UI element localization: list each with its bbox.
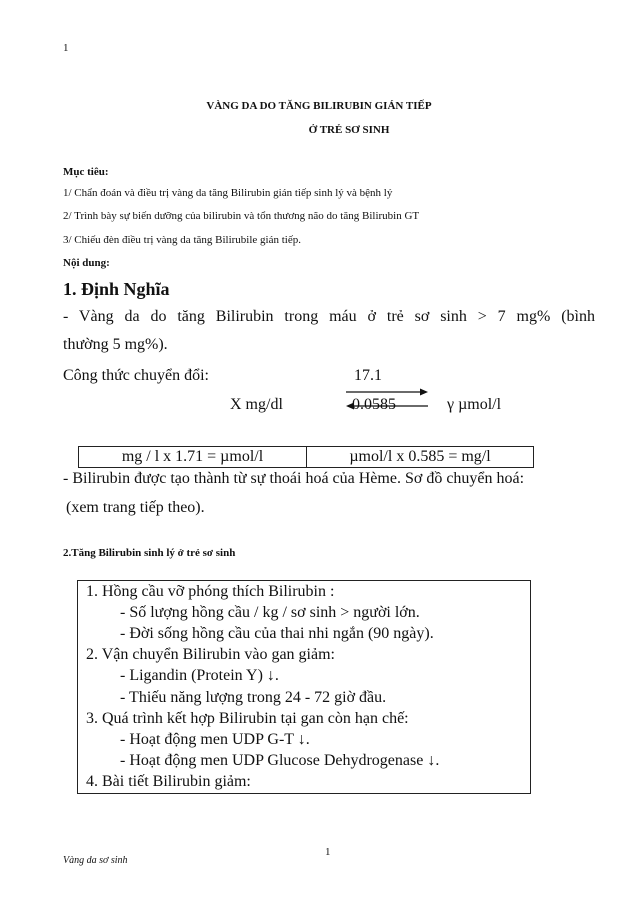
box-line: 4. Bài tiết Bilirubin giảm: [86, 773, 251, 790]
heme-line1: - Bilirubin được tạo thành từ sự thoái hoá của Hème. Sơ đồ chuyển hoá: [63, 470, 525, 487]
conversion-cell: mg / l x 1.71 = µmol/l [79, 447, 307, 467]
conversion-cell: µmol/l x 0.585 = mg/l [349, 448, 491, 465]
physiological-causes-box [77, 580, 531, 794]
box-line: - Ligandin (Protein Y) ↓. [120, 667, 279, 684]
box-line: 1. Hồng cầu vỡ phóng thích Bilirubin : [86, 583, 335, 600]
objective-item: 2/ Trình bày sự biến dưỡng của bilirubin và tổn thương não do tăng Bilirubin GT [63, 210, 420, 222]
box-line: - Thiếu năng lượng trong 24 - 72 giờ đầu. [120, 689, 387, 706]
objective-item: 1/ Chẩn đoán và điều trị vàng da tăng Bilirubin gián tiếp sinh lý và bệnh lý [63, 187, 393, 199]
document-title-line2: Ở TRẺ SƠ SINH [308, 124, 390, 136]
page-number-bottom: 1 [325, 846, 331, 858]
formula-label: Công thức chuyển đổi: [63, 367, 209, 384]
box-line: 2. Vận chuyển Bilirubin vào gan giảm: [86, 646, 335, 663]
content-heading: Nội dung: [63, 257, 110, 269]
right-unit: γ µmol/l [447, 396, 502, 413]
document-title-line1: VÀNG DA DO TĂNG BILIRUBIN GIÁN TIẾP [206, 100, 432, 112]
heme-line2: (xem trang tiếp theo). [66, 499, 205, 516]
running-footer: Vàng da sơ sinh [63, 855, 128, 866]
conversion-table [78, 446, 534, 468]
factor-bottom: 0.0585 [352, 396, 396, 413]
factor-top: 17.1 [354, 367, 382, 384]
section1-heading: 1. Định Nghĩa [63, 279, 170, 299]
box-line: - Đời sống hồng cầu của thai nhi ngắn (90 ngày). [120, 625, 434, 642]
objective-item: 3/ Chiếu đèn điều trị vàng da tăng Bilirubile gián tiếp. [63, 234, 301, 246]
box-line: 3. Quá trình kết hợp Bilirubin tại gan còn hạn chế: [86, 710, 409, 727]
left-unit: X mg/dl [230, 396, 283, 413]
definition-line1: - Vàng da do tăng Bilirubin trong máu ở trẻ sơ sinh > 7 mg% (bình [63, 308, 595, 325]
section2-heading: 2.Tăng Bilirubin sinh lý ở trẻ sơ sinh [63, 547, 236, 559]
objectives-heading: Mục tiêu: [63, 166, 109, 178]
page-number-top: 1 [63, 42, 69, 54]
box-line: - Hoạt động men UDP G-T ↓. [120, 731, 310, 748]
box-line: - Hoạt động men UDP Glucose Dehydrogenase ↓. [120, 752, 440, 769]
box-line: - Số lượng hồng cầu / kg / sơ sinh > người lớn. [120, 604, 420, 621]
definition-line2: thường 5 mg%). [63, 336, 168, 353]
